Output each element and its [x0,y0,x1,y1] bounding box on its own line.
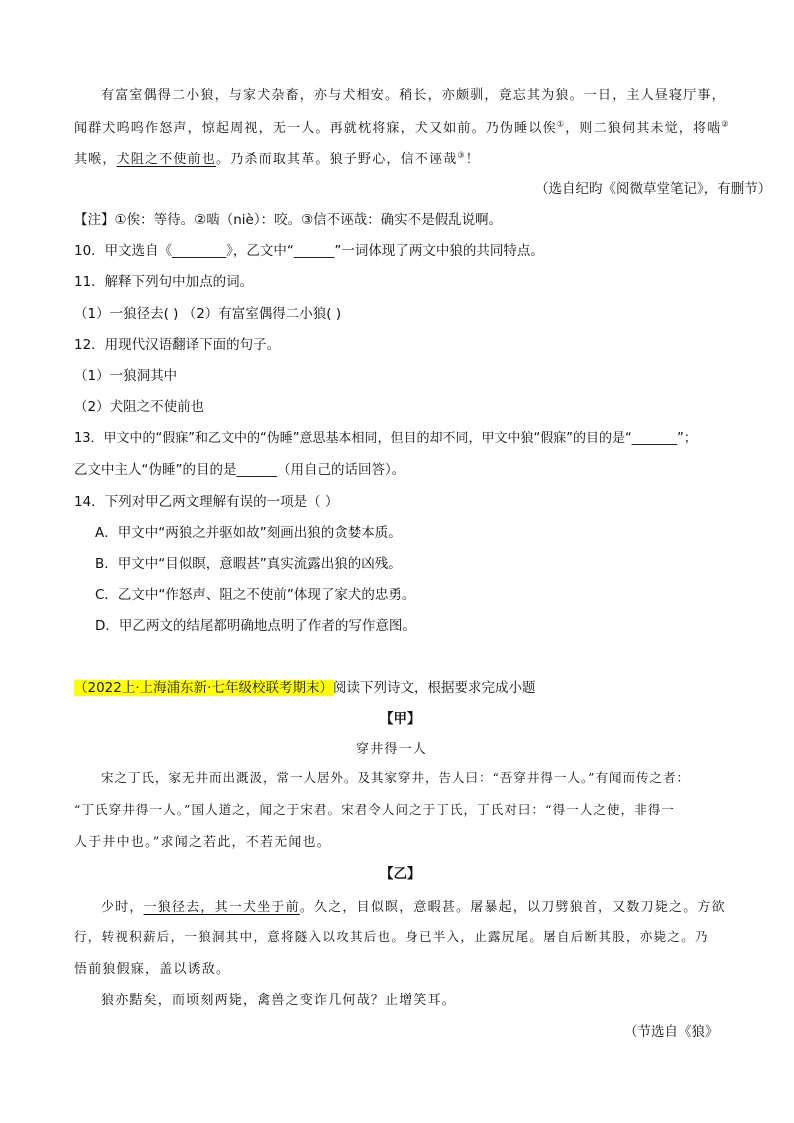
source-tag: （2022上·上海浦东新·七年级校联考期末） [74,680,333,696]
question-10: 10．甲文选自《________》，乙文中“______”一词体现了两文中狼的共同特点。 [74,243,544,259]
section-header [74,676,535,696]
jia-title: 穿井得一人 [356,742,428,757]
passage-line-3 [74,148,480,167]
passage-text: 。乃杀而取其革。狼子野心，信不诬哉 [216,152,458,167]
question-14-option-a: A．甲文中“两狼之并驱如故”刻画出狼的贪婪本质。 [95,525,402,541]
question-14-option-c: C．乙文中“作怒声、阻之不使前”体现了家犬的忠勇。 [95,587,416,603]
question-12: 12．用现代汉语翻译下面的句子。 [74,337,281,353]
passage-line-1: 有富室偶得二小狼，与家犬杂畜，亦与犬相安。稍长，亦颇驯，竟忘其为狼。一日，主人昼寝厅事， [101,88,726,103]
question-12-item-1: （1）一狼洞其中 [74,368,178,384]
yi-line-3: 悟前狼假寐，盖以诱敌。 [74,962,231,977]
yi-heading: 【乙】 [380,866,421,882]
yi-line-2: 行，转视积薪后，一狼洞其中，意将隧入以攻其后也。身已半入，止露尻尾。屠自后断其股，亦毙之。乃 [74,929,709,944]
question-14: 14．下列对甲乙两文理解有误的一项是（ ） [74,494,339,510]
jia-heading: 【甲】 [380,711,421,727]
passage-text: ，则二狼伺其未觉，将啮 [565,121,722,136]
passage-text: 其喉， [74,152,117,167]
jia-line-1: 宋之丁氏，家无井而出溉汲，常一人居外。及其家穿井，告人曰：“吾穿井得一人。”有闻而传之者： [101,770,691,785]
passage-source: （选自纪昀《阅微草堂笔记》，有删节） [535,181,772,197]
question-14-option-d: D．甲乙两文的结尾都明确地点明了作者的写作意图。 [95,618,416,634]
jia-line-2: “丁氏穿井得一人。”国人道之，闻之于宋君。宋君令人问之于丁氏，丁氏对曰：“得一人之使，非得一 [74,802,676,817]
footnote-marker: ② [721,119,730,129]
question-12-item-2: （2）犬阻之不使前也 [74,399,205,415]
passage-text: 。久之，目似瞑，意暇甚。屠暴起，以刀劈狼首，又数刀毙之。方欲 [299,900,726,915]
underlined-sentence: 犬阻之不使前也 [116,152,217,167]
footnote-marker: ③ [457,150,466,160]
yi-source: （节选自《狼》 [624,1024,719,1040]
question-14-option-b: B．甲文中“目似瞑，意暇甚”真实流露出狼的凶残。 [95,556,402,572]
passage-text: ！ [465,152,480,167]
section-instruction: 阅读下列诗文，根据要求完成小题 [332,680,536,696]
passage-line-2 [74,117,730,136]
footnote-marker: ① [556,119,566,129]
yi-line-4: 狼亦黠矣，而顷刻两毙，禽兽之变诈几何哉？止增笑耳。 [101,993,457,1008]
yi-line-1 [101,896,726,915]
underlined-sentence: 一狼径去，其一犬坐于前 [143,900,300,915]
passage-text: 闻群犬呜呜作怒声，惊起周视，无一人。再就枕将寐，犬又如前。乃伪睡以俟 [74,121,557,136]
question-11: 11．解释下列句中加点的词。 [74,274,254,290]
notes: 【注】①俟：等待。②啮（niè）：咬。③信不诬哉：确实不是假乱说啊。 [74,212,503,228]
question-13-line-2: 乙文中主人“伪睡”的目的是______（用自己的话回答）。 [74,462,406,478]
jia-line-3: 人于井中也。”求闻之若此，不若无闻也。 [74,835,331,850]
question-13-line-1: 13．甲文中的“假寐”和乙文中的“伪睡”意思基本相同，但目的却不同，甲文中狼“假寐”的目的是“_______”； [74,431,697,446]
question-11-items: （1）一狼径去( ) （2）有富室偶得二小狼( ) [74,306,342,322]
passage-text: 少时， [101,900,144,915]
